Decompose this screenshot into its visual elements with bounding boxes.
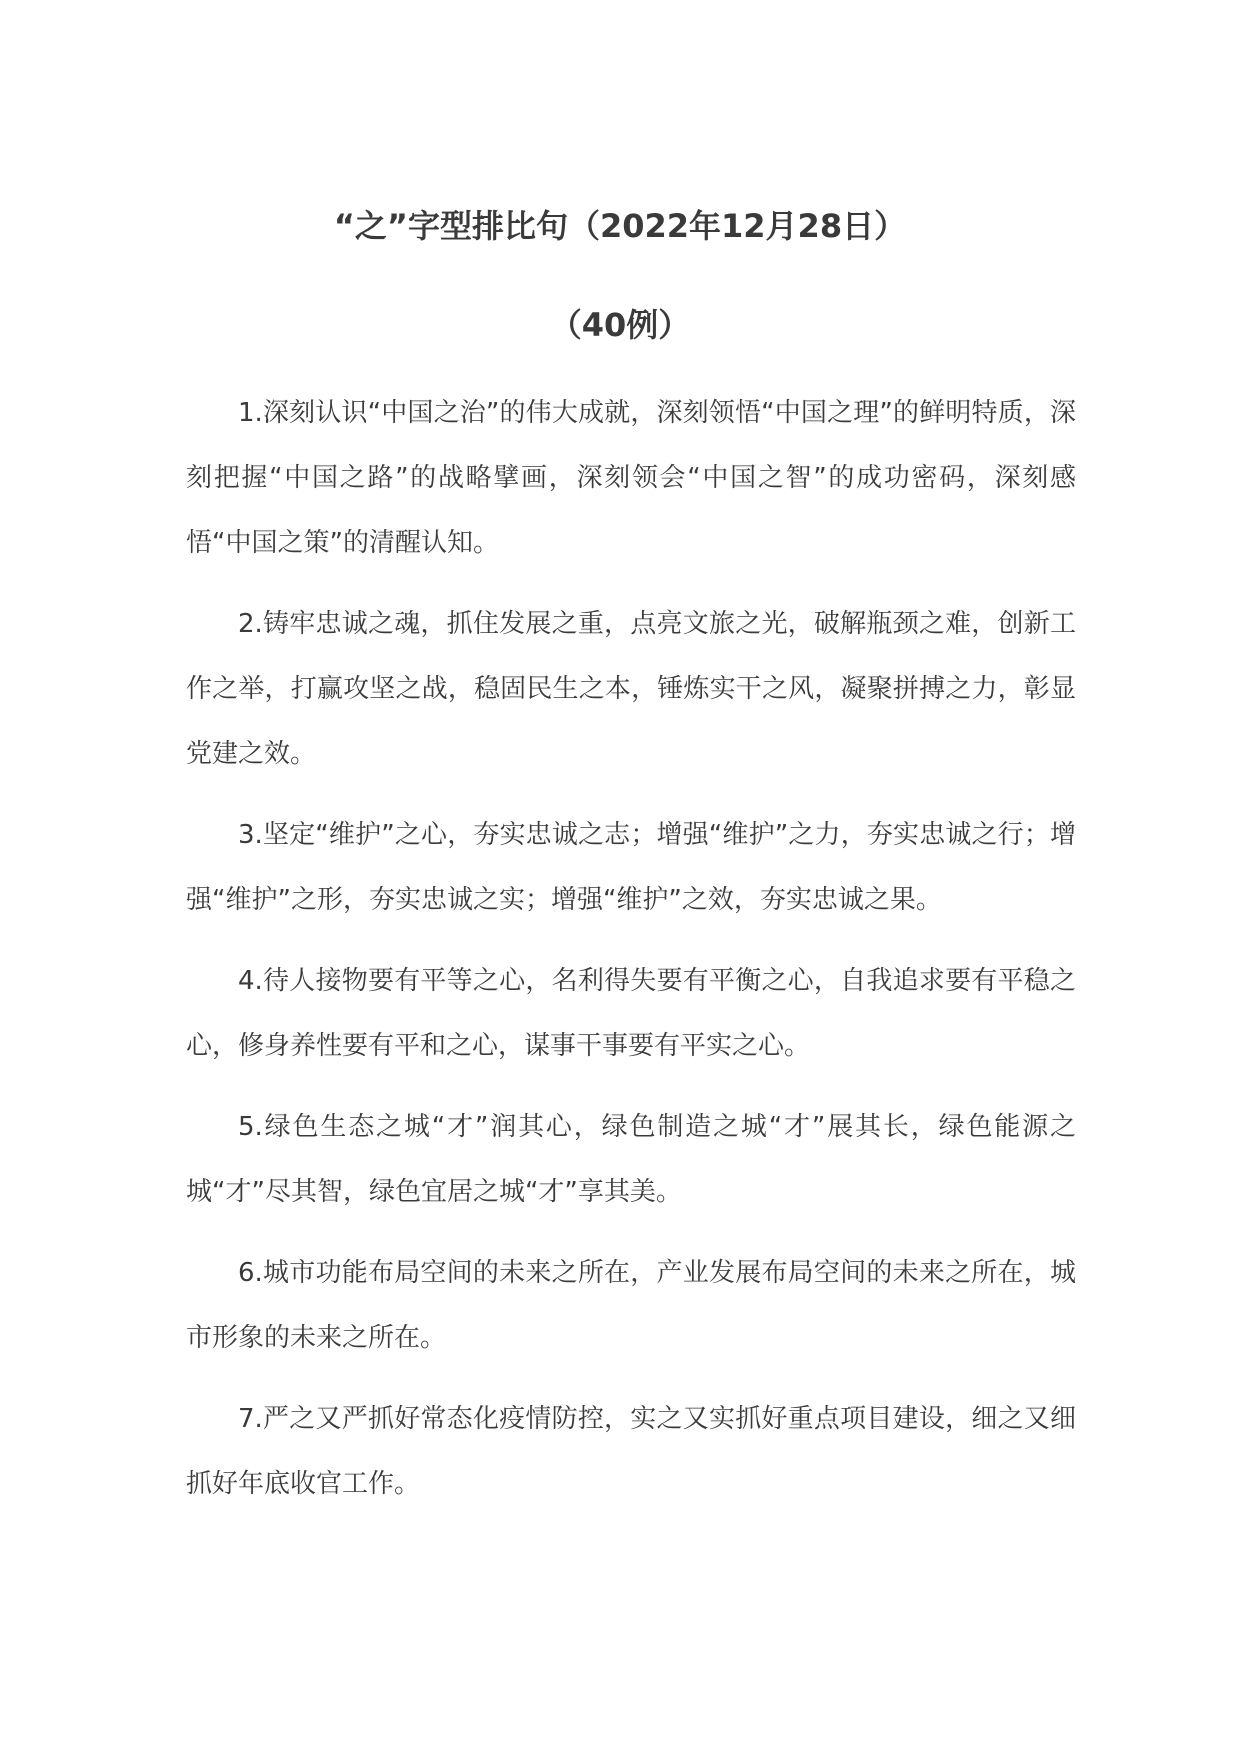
document-title: “之”字型排比句（2022年12月28日） xyxy=(333,207,907,245)
paragraph-7: 7.严之又严抓好常态化疫情防控，实之又实抓好重点项目建设，细之又细抓好年底收官工作。 xyxy=(186,1404,1076,1499)
paragraph-1: 1.深刻认识“中国之治”的伟大成就，深刻领悟“中国之理”的鲜明特质，深刻把握“中国之路”的战略擘画，深刻领会“中国之智”的成功密码，深刻感悟“中国之策”的清醒认知。 xyxy=(186,398,1076,558)
paragraph-5: 5.绿色生态之城“才”润其心，绿色制造之城“才”展其长，绿色能源之城“才”尽其智，绿色宜居之城“才”享其美。 xyxy=(186,1112,1076,1207)
paragraph-6: 6.城市功能布局空间的未来之所在，产业发展布局空间的未来之所在，城市形象的未来之所在。 xyxy=(186,1258,1076,1353)
paragraph-2: 2.铸牢忠诚之魂，抓住发展之重，点亮文旅之光，破解瓶颈之难，创新工作之举，打赢攻坚之战，稳固民生之本，锤炼实干之风，凝聚拼搏之力，彰显党建之效。 xyxy=(186,609,1076,769)
paragraph-3: 3.坚定“维护”之心，夯实忠诚之志；增强“维护”之力，夯实忠诚之行；增强“维护”之形，夯实忠诚之实；增强“维护”之效，夯实忠诚之果。 xyxy=(186,820,1076,915)
document-subtitle: （40例） xyxy=(549,306,691,344)
document-body xyxy=(186,381,1076,1517)
paragraph-4: 4.待人接物要有平等之心，名利得失要有平衡之心，自我追求要有平稳之心，修身养性要有平和之心，谋事干事要有平实之心。 xyxy=(186,966,1076,1061)
